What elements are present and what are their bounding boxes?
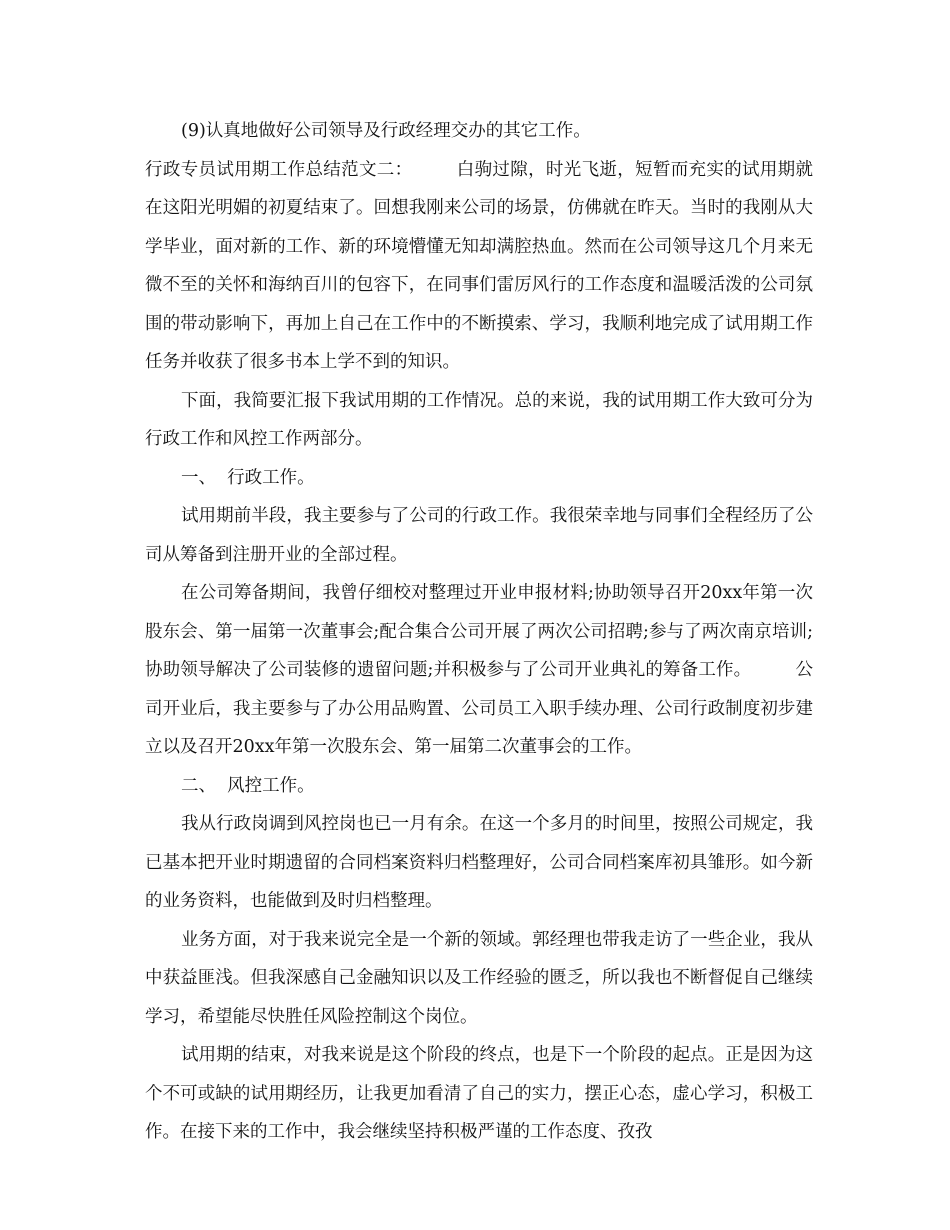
paragraph-sample-two bbox=[145, 151, 813, 382]
paragraph-risk-archive bbox=[145, 805, 813, 921]
paragraph-risk-business bbox=[145, 921, 813, 1037]
paragraph-item-9 bbox=[145, 112, 813, 151]
paragraph-text: 业务方面，对于我来说完全是一个新的领域。郭经理也带我走访了一些企业，我从中获益匪浅。但我深感自己金融知识以及工作经验的匮乏，所以我也不断督促自己继续学习，希望能尽快胜任风险控制这个岗位。 bbox=[145, 929, 813, 1027]
paragraph-admin-details bbox=[145, 574, 813, 767]
paragraph-text: 白驹过隙，时光飞逝，短暂而充实的试用期就在这阳光明媚的初夏结束了。回想我刚来公司的场景，仿佛就在昨天。当时的我刚从大学毕业，面对新的工作、新的环境懵懂无知却满腔热血。然而在公司领导这几个月来无微不至的关怀和海纳百川的包容下，在同事们雷厉风行的工作态度和温暖活泼的公司氛围的带动影响下，再加上自己在工作中的不断摸索、学习，我顺利地完成了试用期工作任务并收获了很多书本上学不到的知识。 bbox=[145, 159, 814, 372]
section-heading-text: 二、 风控工作。 bbox=[181, 775, 315, 796]
paragraph-overview bbox=[145, 382, 813, 459]
paragraph-text: 试用期前半段，我主要参与了公司的行政工作。我很荣幸地与同事们全程经历了公司从筹备到注册开业的全部过程。 bbox=[145, 506, 813, 565]
section-heading-admin bbox=[145, 459, 813, 498]
section-heading-text: 一、 行政工作。 bbox=[181, 467, 315, 488]
paragraph-text: 公司开业后，我主要参与了办公用品购置、公司员工入职手续办理、公司行政制度初步建立以及召开20xx年第一次股东会、第一届第二次董事会的工作。 bbox=[145, 660, 813, 757]
section-heading-risk bbox=[145, 767, 813, 806]
paragraph-heading: 行政专员试用期工作总结范文二： bbox=[145, 159, 413, 180]
document-page bbox=[145, 112, 813, 1152]
paragraph-conclusion bbox=[145, 1036, 813, 1152]
paragraph-text: 我从行政岗调到风控岗也已一月有余。在这一个多月的时间里，按照公司规定，我已基本把开业时期遗留的合同档案资料归档整理好，公司合同档案库初具雏形。如今新的业务资料，也能做到及时归档整理。 bbox=[145, 814, 813, 911]
paragraph-admin-intro bbox=[145, 497, 813, 574]
paragraph-text: (9)认真地做好公司领导及行政经理交办的其它工作。 bbox=[181, 121, 591, 141]
paragraph-text: 在公司筹备期间，我曾仔细校对整理过开业申报材料;协助领导召开20xx年第一次股东会、第一届第一次董事会;配合集合公司开展了两次公司招聘;参与了两次南京培训;协助领导解决了公司装修的遗留问题;并积极参与了公司开业典礼的筹备工作。 bbox=[145, 583, 813, 680]
paragraph-text: 下面，我简要汇报下我试用期的工作情况。总的来说，我的试用期工作大致可分为行政工作和风控工作两部分。 bbox=[145, 390, 813, 449]
paragraph-text: 试用期的结束，对我来说是这个阶段的终点，也是下一个阶段的起点。正是因为这个不可或缺的试用期经历，让我更加看清了自己的实力，摆正心态，虚心学习，积极工作。在接下来的工作中，我会继续坚持积极严谨的工作态度、孜孜 bbox=[145, 1045, 813, 1142]
